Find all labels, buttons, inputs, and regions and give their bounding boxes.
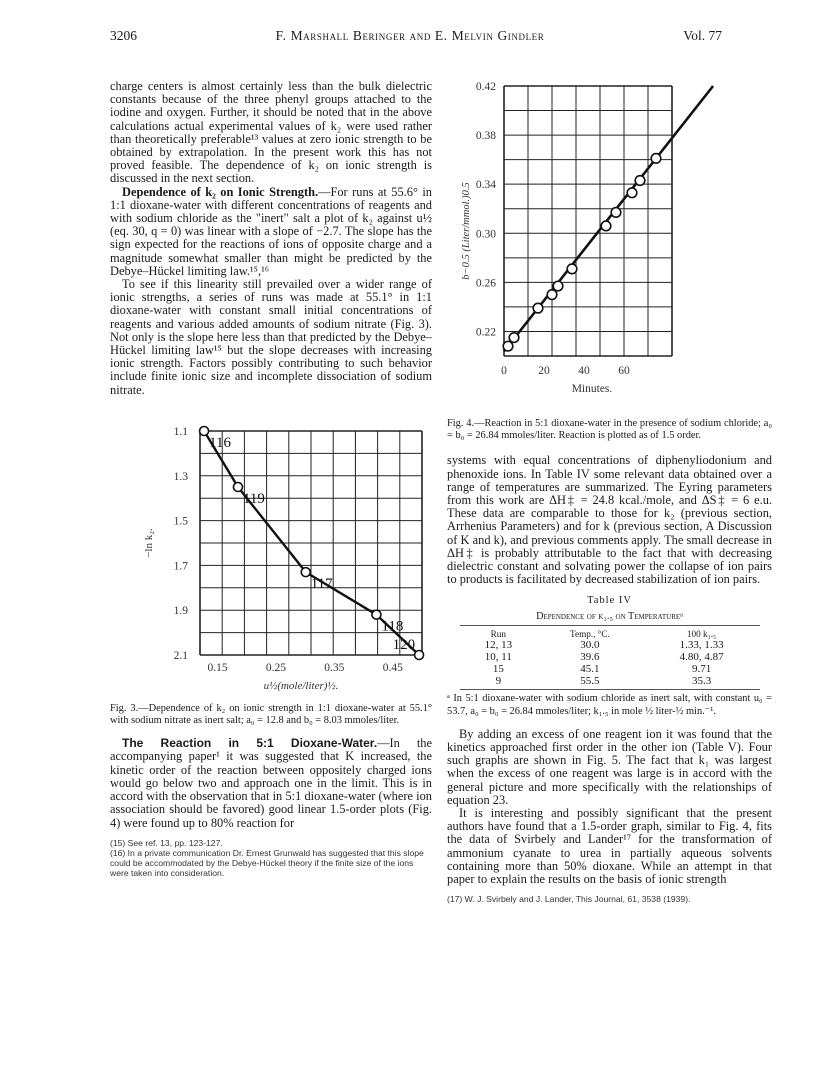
paragraph: By adding an excess of one reagent ion it was found that the kinetics approached first order in the other ion (Table V). Four such graphs are shown in Fig. 5. The fact that k₁ was largest when the excess of one reagent was large is in accord with the general picture and more specifically with the relationships of equation 23. bbox=[447, 726, 772, 807]
data-point bbox=[533, 303, 543, 313]
data-point bbox=[553, 281, 563, 291]
page-number: 3206 bbox=[110, 28, 137, 43]
y-tick-label: 1.7 bbox=[173, 560, 188, 573]
x-tick-label: 0 bbox=[501, 365, 507, 377]
fig4-chart bbox=[447, 80, 772, 414]
table-cell: 4.80, 4.87 bbox=[679, 651, 724, 664]
y-tick-label: 2.1 bbox=[173, 649, 188, 662]
data-label: 120 bbox=[392, 636, 416, 653]
table-cell: 12, 13 bbox=[484, 639, 513, 652]
footnote-16: (16) In a private communication Dr. Ernest Grunwald has suggested that this slope could be accommodated by the Debye-Hückel theory if the finite size of the ions were taken into consideration. bbox=[110, 847, 424, 879]
data-label: 117 bbox=[310, 575, 333, 592]
table-cell: 45.1 bbox=[580, 663, 600, 676]
y-tick-label: 0.22 bbox=[475, 326, 496, 339]
data-point bbox=[651, 154, 661, 164]
journal-volume: Vol. 77 bbox=[683, 28, 722, 43]
paragraph: Dependence of k₂ on Ionic Strength.—For runs at 55.6° in 1:1 dioxane-water with different concentrations of reagents and with sodium chloride as the "inert" salt a plot of k₂ against u½ (eq. 30, q = 0) was linear with a slope of −2.7. The slope has the sign expected for the reactions of ions of opposite charge and a magnitude somewhat smaller than might be predicted by the Debye–Hückel limiting law.¹⁵,¹⁶ bbox=[110, 184, 432, 278]
x-tick-label: 0.15 bbox=[207, 661, 228, 674]
y-axis-label: b−0.5 (Liter/mmol.)0.5 bbox=[461, 182, 472, 280]
table-cell: 10, 11 bbox=[484, 651, 512, 664]
y-tick-label: 1.3 bbox=[173, 470, 188, 483]
table-footnote: ᵃ In 5:1 dioxane-water with sodium chloride as inert salt, with constant u₀ = 53.7, a₀ = b₀ = 26.84 mmoles/liter; k₁.₅ in mole ½ liter-½ min.⁻¹. bbox=[447, 693, 772, 717]
section-heading: The Reaction in 5:1 Dioxane-Water. bbox=[122, 736, 378, 751]
y-tick-label: 1.5 bbox=[173, 515, 188, 528]
paragraph: charge centers is almost certainly less than the bulk dielectric constants because of the three phenyl groups attached to the iodine and oxygen. Further, it should be noted that in the above calculations actual experimental values of k₂ were used rather than theoretically preferable¹³ values at zero ionic strength to be obtained by extrapolation. In the present work this has not proved feasible. The dependence of k₂ on ionic strength is discussed in the next section. bbox=[110, 79, 432, 186]
table-row bbox=[460, 663, 760, 675]
x-tick-label: 40 bbox=[578, 365, 590, 377]
table-rule bbox=[460, 625, 760, 626]
x-tick-label: 60 bbox=[618, 365, 630, 377]
fig3-chart bbox=[110, 403, 432, 699]
table-row bbox=[460, 675, 760, 687]
data-point bbox=[567, 264, 577, 274]
y-tick-label: 0.38 bbox=[475, 130, 496, 143]
data-point bbox=[627, 188, 637, 198]
y-axis-label: −ln k₂. bbox=[143, 528, 155, 558]
table-rule bbox=[460, 689, 760, 690]
footnote-15: (15) See ref. 13, pp. 123-127. bbox=[110, 837, 223, 848]
paragraph: To see if this linearity still prevailed over a wider range of ionic strengths, a series of runs was made at 55.1° in 1:1 dioxane-water with constant small initial concentrations of reagents and various added amounts of sodium nitrate (Fig. 3). Not only is the slope here less than that predicted by the Debye–Hückel limiting law¹⁵ but the slope decreases with increasing ionic strength. Factors possibly contributing to such behavior include finite ionic size and incomplete dissociation of sodium nitrate. bbox=[110, 277, 432, 397]
data-point bbox=[372, 610, 381, 619]
x-tick-label: 0.35 bbox=[324, 661, 345, 674]
data-point bbox=[611, 208, 621, 218]
table-row bbox=[460, 651, 760, 663]
figure-4 bbox=[447, 80, 772, 414]
footnote-17: (17) W. J. Svirbely and J. Lander, This Journal, 61, 3538 (1939). bbox=[447, 894, 691, 905]
fig3-caption: Fig. 3.—Dependence of k₂ on ionic strength in 1:1 dioxane-water at 55.1° with sodium nitrate as inert salt; a₀ = 12.8 and b₀ = 8.03 mmoles/liter. bbox=[110, 702, 432, 727]
paragraph: systems with equal concentrations of diphenyliodonium and phenoxide ions. In Table IV some relevant data obtained over a range of temperatures are summarized. The Eyring parameters from this work are ΔH‡ = 24.8 kcal./mole, and ΔS‡ = 6 e.u. These data are comparable to those for k₂ (previous section, Arrhenius Parameters) and for k (previous section, A Discussion of K and k), and previous comments apply. The small decrease in ΔH‡ is probably attributable to the fact that with decreasing dielectric constant and solvating power the collapse of ion pairs to products is facilitated by decreased stabilization of ion pairs. bbox=[447, 453, 772, 587]
x-tick-label: 20 bbox=[538, 365, 550, 377]
data-label: 118 bbox=[381, 618, 404, 635]
column-header: 100 k₁.₅ bbox=[686, 629, 717, 640]
data-point bbox=[301, 567, 310, 576]
data-label: 116 bbox=[209, 434, 232, 451]
x-tick-label: 0.25 bbox=[265, 661, 287, 674]
table-cell: 35.3 bbox=[691, 675, 712, 688]
table-cell: 9 bbox=[495, 675, 502, 688]
data-point bbox=[200, 426, 209, 435]
right-column bbox=[447, 80, 772, 904]
running-head-authors: F. Marshall Beringer and E. Melvin Gindler bbox=[275, 28, 545, 43]
data-point bbox=[635, 176, 645, 186]
data-point bbox=[233, 482, 242, 491]
y-tick-label: 0.30 bbox=[475, 228, 496, 241]
paragraph: The Reaction in 5:1 Dioxane-Water.—In the accompanying paper¹ it was suggested that K increased, the kinetic order of the reaction between oppositely charged ions would go below two and approach one in the limit. This is in accord with the observation that in 5:1 dioxane-water (where ion association should be favored) good linear 1.5-order plots (Fig. 4) were found up to 80% reaction for bbox=[110, 736, 432, 830]
data-point bbox=[547, 290, 557, 300]
table-cell: 30.0 bbox=[580, 639, 600, 652]
column-header: Temp., °C. bbox=[570, 629, 610, 640]
y-tick-label: 1.1 bbox=[173, 425, 188, 438]
x-axis-label: u½(mole/liter)½. bbox=[263, 679, 339, 692]
table-cell: 39.6 bbox=[580, 651, 600, 664]
y-tick-label: 0.34 bbox=[475, 179, 496, 192]
data-point bbox=[509, 333, 519, 343]
data-point bbox=[601, 221, 611, 231]
data-point bbox=[503, 341, 513, 351]
column-header: Run bbox=[490, 629, 506, 640]
table-title: Table IV bbox=[587, 595, 632, 607]
fig4-caption: Fig. 4.—Reaction in 5:1 dioxane-water in the presence of sodium chloride; a₀ = b₀ = 26.84 mmoles/liter. Reaction is plotted as of 1.5 order. bbox=[447, 418, 772, 442]
table-cell: 1.33, 1.33 bbox=[679, 639, 724, 652]
data-label: 119 bbox=[242, 490, 265, 507]
table-iv bbox=[460, 629, 760, 687]
y-tick-label: 0.26 bbox=[475, 277, 496, 290]
table-header-row bbox=[460, 629, 760, 639]
table-subtitle: Dependence of k₁.₅ on Temperatureᵃ bbox=[536, 611, 683, 623]
table-row bbox=[460, 639, 760, 651]
table-cell: 9.71 bbox=[691, 663, 712, 676]
y-tick-label: 1.9 bbox=[173, 605, 188, 618]
paragraph: It is interesting and possibly significant that the present authors have found that a 1.5-order graph, similar to Fig. 4, fits the data of Svirbely and Lander¹⁷ for the transformation of ammonium cyanate to urea in partially aqueous solvents containing more than 50% dioxane. While an attempt in that paper to explain the results on the basis of ionic strength bbox=[447, 806, 772, 887]
y-tick-label: 0.42 bbox=[475, 81, 496, 93]
x-axis-label: Minutes. bbox=[571, 383, 613, 395]
figure-3 bbox=[110, 403, 432, 699]
left-column bbox=[110, 80, 432, 879]
x-tick-label: 0.45 bbox=[382, 661, 403, 674]
data-point bbox=[415, 650, 424, 659]
table-cell: 55.5 bbox=[580, 675, 600, 688]
table-cell: 15 bbox=[492, 663, 504, 676]
section-heading: Dependence of k₂ on Ionic Strength. bbox=[122, 184, 319, 199]
